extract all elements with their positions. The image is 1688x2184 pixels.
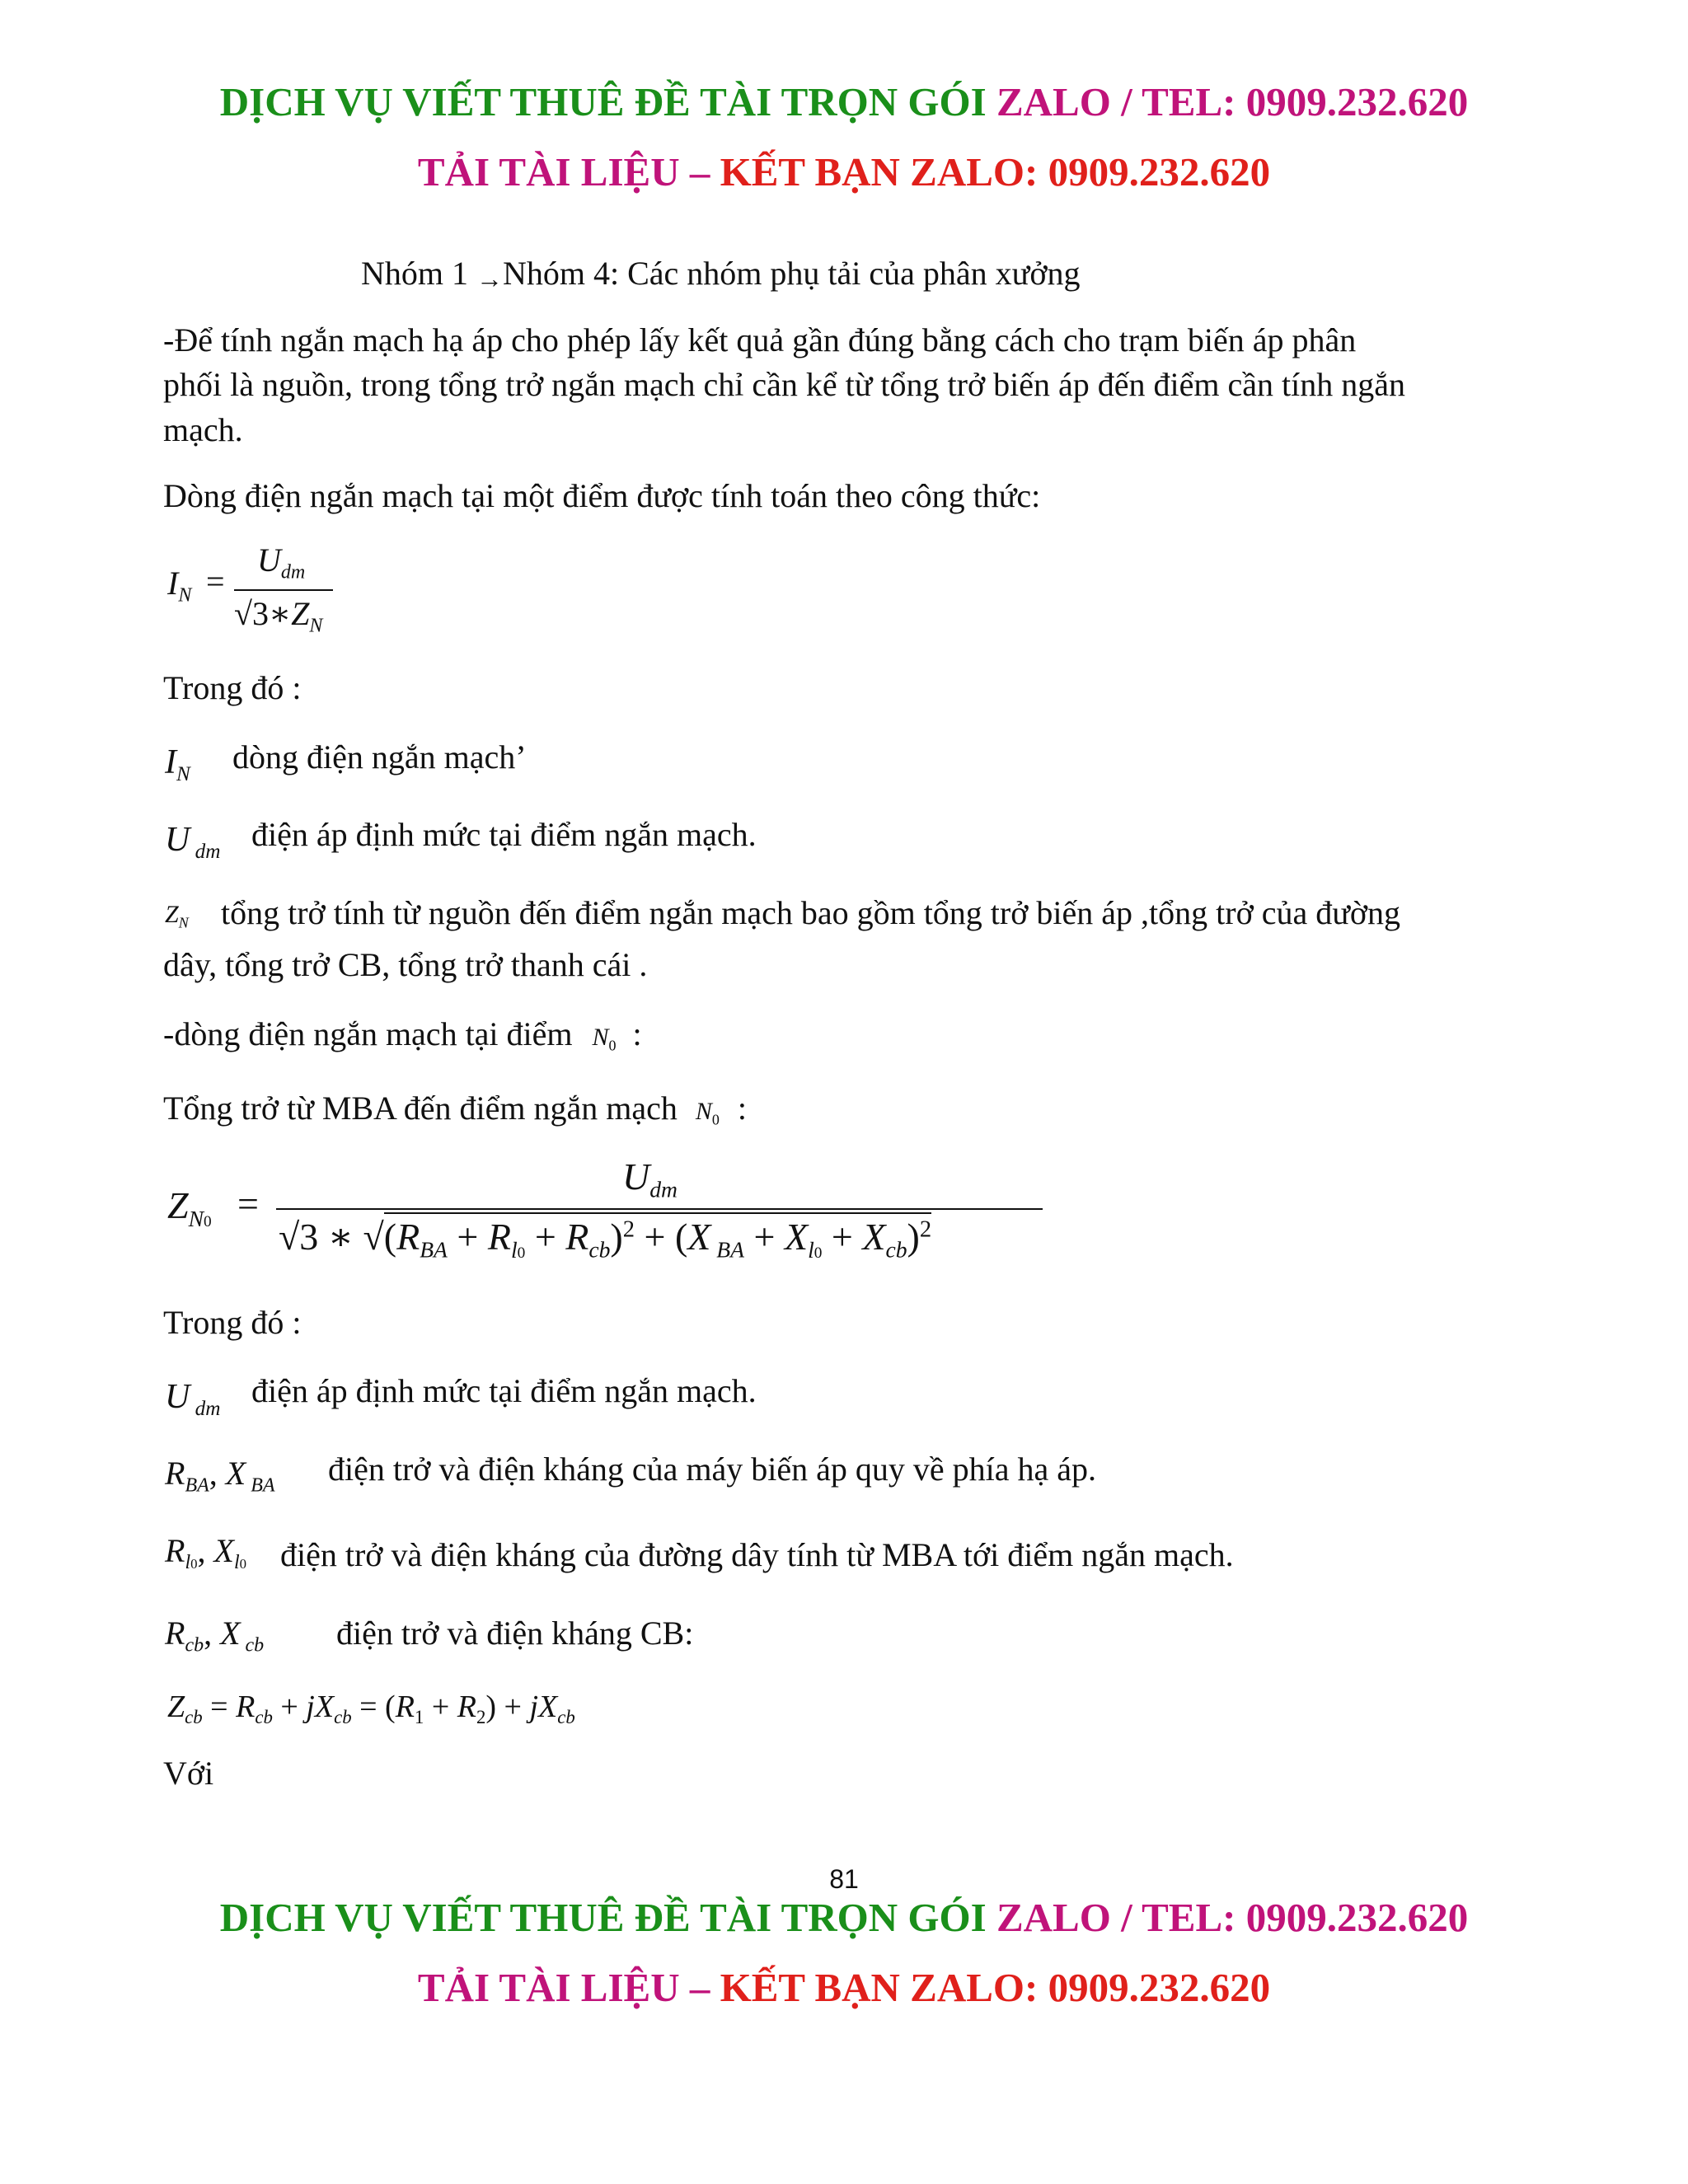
n0-intro-text: -dòng điện ngắn mạch tại điểm	[163, 1015, 573, 1052]
paragraph-2: Dòng điện ngắn mạch tại một điểm được tính toán theo công thức:	[163, 477, 1041, 514]
definition-udm-1: điện áp định mức tại điểm ngắn mạch.	[251, 816, 757, 853]
impedance-intro-text: Tổng trở từ MBA đến điểm ngắn mạch	[163, 1090, 678, 1127]
colon-1: :	[632, 1015, 642, 1052]
header-ad-download: TẢI TÀI LIỆU –	[417, 149, 720, 194]
symbol-rcb-xcb: $R_{cb}$, X $_{cb}$	[165, 1615, 265, 1657]
symbol-rba-xba: $R_{BA}$, X $_{BA}$	[165, 1455, 275, 1497]
paragraph-1-line-2: phối là nguồn, trong tổng trở ngắn mạch chỉ cần kể từ tổng trở biến áp đến điểm cần tính ngắn	[163, 366, 1405, 403]
symbol-udm-2: U $_{dm}$	[165, 1378, 221, 1420]
paragraph-1-line-3: mạch.	[163, 411, 243, 448]
arrow-right-icon: →	[476, 264, 503, 293]
with-label: Với	[163, 1755, 214, 1792]
symbol-zn: $Z_N$	[165, 901, 189, 931]
footer-ad-line-1	[0, 1894, 1688, 1941]
symbol-rl-xl: $R_{l0}$, $X_{l0}$	[165, 1532, 246, 1574]
symbol-udm-1: U $_{dm}$	[165, 821, 221, 863]
header-ad-line-2	[0, 148, 1688, 195]
group-caption	[361, 257, 1081, 292]
definition-in: dòng điện ngắn mạch’	[232, 738, 527, 776]
formula-zcb: $Z_{cb} = R_{cb} + jX_{cb} = (R_1 + R_2) + jX_{cb}$	[167, 1690, 575, 1727]
header-ad-contact: ZALO / TEL: 0909.232.620	[996, 79, 1469, 124]
definition-rl-xl: điện trở và điện kháng của đường dây tính từ MBA tới điểm ngắn mạch.	[280, 1536, 1234, 1573]
group-start: Nhóm 1	[361, 255, 468, 292]
definition-rba-xba: điện trở và điện kháng của máy biến áp quy về phía hạ áp.	[328, 1451, 1096, 1488]
impedance-intro	[163, 1092, 747, 1127]
definition-rcb-xcb: điện trở và điện kháng CB:	[336, 1615, 694, 1652]
footer-ad-contact: ZALO / TEL: 0909.232.620	[996, 1895, 1469, 1940]
footer-ad-zalo: KẾT BẠN ZALO: 0909.232.620	[720, 1965, 1271, 2010]
header-ad-zalo: KẾT BẠN ZALO: 0909.232.620	[720, 149, 1271, 194]
definition-zn-line-1: tổng trở tính từ nguồn đến điểm ngắn mạch bao gồm tổng trở biến áp ,tổng trở của đường	[221, 894, 1401, 931]
footer-ad-service: DỊCH VỤ VIẾT THUÊ ĐỀ TÀI TRỌN GÓI	[219, 1895, 996, 1940]
colon-2: :	[737, 1090, 747, 1127]
group-end: Nhóm 4: Các nhóm phụ tải của phân xưởng	[503, 255, 1081, 292]
header-ad-service: DỊCH VỤ VIẾT THUÊ ĐỀ TÀI TRỌN GÓI	[219, 79, 996, 124]
footer-ad-line-2	[0, 1964, 1688, 2011]
where-label-2: Trong đó :	[163, 1304, 302, 1341]
where-label-1: Trong đó :	[163, 669, 302, 706]
footer-ad-download: TẢI TÀI LIỆU –	[417, 1965, 720, 2010]
definition-udm-2: điện áp định mức tại điểm ngắn mạch.	[251, 1372, 757, 1409]
n0-intro	[163, 1015, 642, 1054]
symbol-n0-1: $N_0$	[592, 1024, 617, 1054]
symbol-n0-2: $N_0$	[695, 1098, 720, 1128]
definition-zn-line-2: dây, tổng trở CB, tổng trở thanh cái .	[163, 946, 648, 983]
symbol-in: $I_N$	[165, 743, 190, 785]
header-ad-line-1	[0, 78, 1688, 125]
paragraph-1-line-1: -Để tính ngắn mạch hạ áp cho phép lấy kết quả gần đúng bằng cách cho trạm biến áp phân	[163, 321, 1357, 359]
page-number: 81	[829, 1864, 859, 1894]
